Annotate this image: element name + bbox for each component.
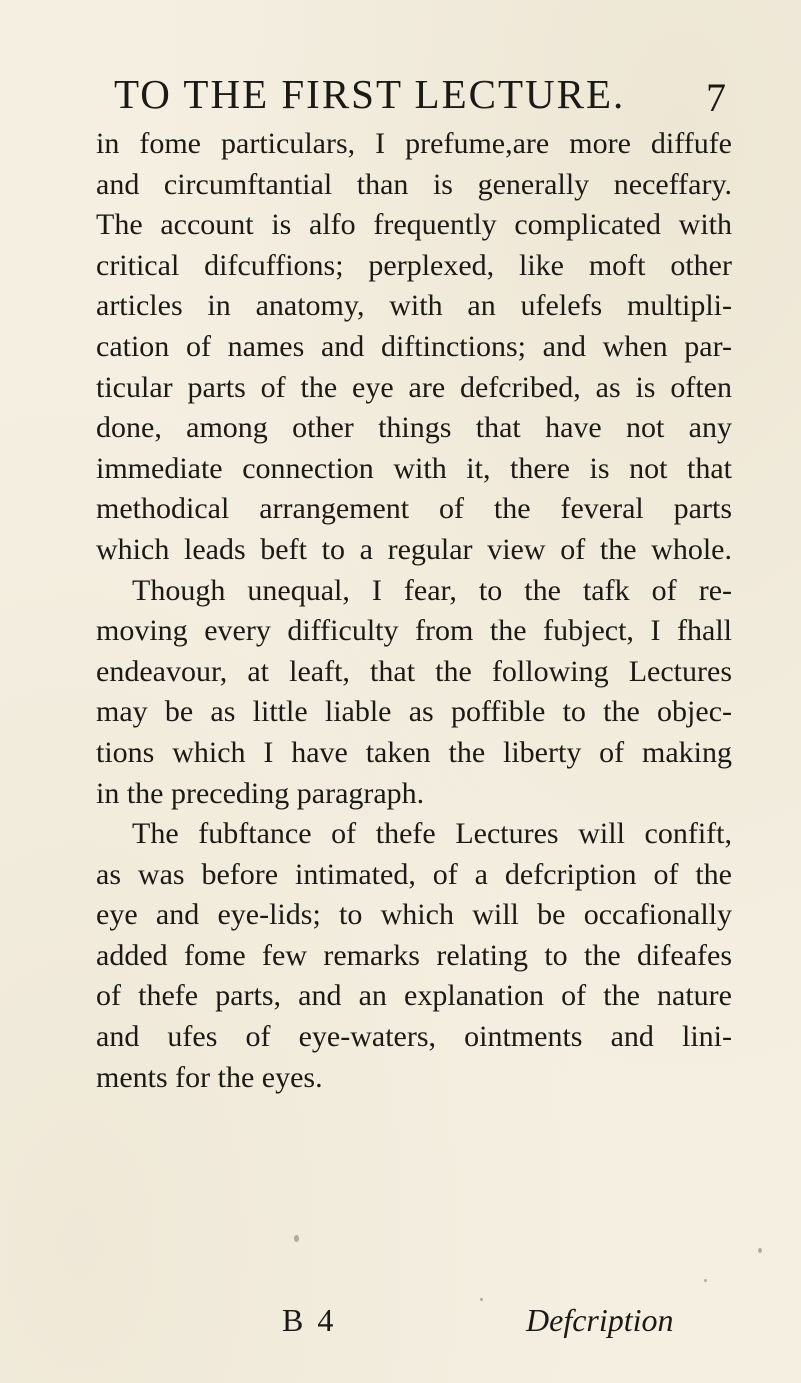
paragraph-end-line: ments for the eyes. (96, 1060, 323, 1094)
body-text (96, 124, 732, 1098)
text-line: critical difcuffions; perplexed, like moft other (96, 248, 732, 282)
text-line: as was before intimated, of a defcription of the (96, 857, 732, 891)
running-head: TO THE FIRST LECTURE. (114, 71, 626, 117)
paragraph-start-line: Though unequal, I fear, to the tafk of re- (132, 573, 732, 607)
text-line: articles in anatomy, with an ufelefs multipli- (96, 289, 732, 323)
text-line: cation of names and diftinctions; and when par- (96, 329, 732, 363)
page-footer (0, 1302, 801, 1348)
text-line: and ufes of eye-waters, ointments and lini- (96, 1020, 732, 1054)
paper-speck (758, 1248, 762, 1253)
paper-speck (294, 1235, 299, 1242)
paragraph-end-line: in the preceding paragraph. (96, 776, 425, 810)
text-line: done, among other things that have not any (96, 411, 732, 445)
page-number: 7 (706, 75, 726, 120)
text-line: ticular parts of the eye are defcribed, as is often (96, 370, 732, 404)
text-line: endeavour, at leaft, that the following Lectures (96, 654, 732, 688)
text-line: eye and eye-lids; to which will be occafionally (96, 898, 732, 932)
paragraph-start-line: The fubftance of thefe Lectures will confift, (132, 817, 732, 851)
text-line: moving every difficulty from the fubject, I fhall (96, 614, 732, 648)
text-line: The account is alfo frequently complicated with (96, 208, 732, 242)
paper-speck (480, 1298, 483, 1301)
text-line: of thefe parts, and an explanation of the nature (96, 979, 732, 1013)
paper-speck (704, 1279, 707, 1282)
text-line: which leads beft to a regular view of the whole. (96, 532, 732, 566)
catchword: Defcription (526, 1302, 674, 1338)
text-line: added fome few remarks relating to the difeafes (96, 938, 732, 972)
page-header (96, 70, 726, 124)
text-line: tions which I have taken the liberty of making (96, 735, 732, 769)
text-line: methodical arrangement of the feveral parts (96, 492, 732, 526)
text-line: in fome particulars, I prefume,are more diffufe (96, 127, 732, 160)
signature-mark: B 4 (282, 1302, 337, 1338)
text-line: and circumftantial than is generally neceffary. (96, 167, 732, 201)
text-line: immediate connection with it, there is not that (96, 451, 732, 485)
text-line: may be as little liable as poffible to the objec- (96, 695, 732, 729)
